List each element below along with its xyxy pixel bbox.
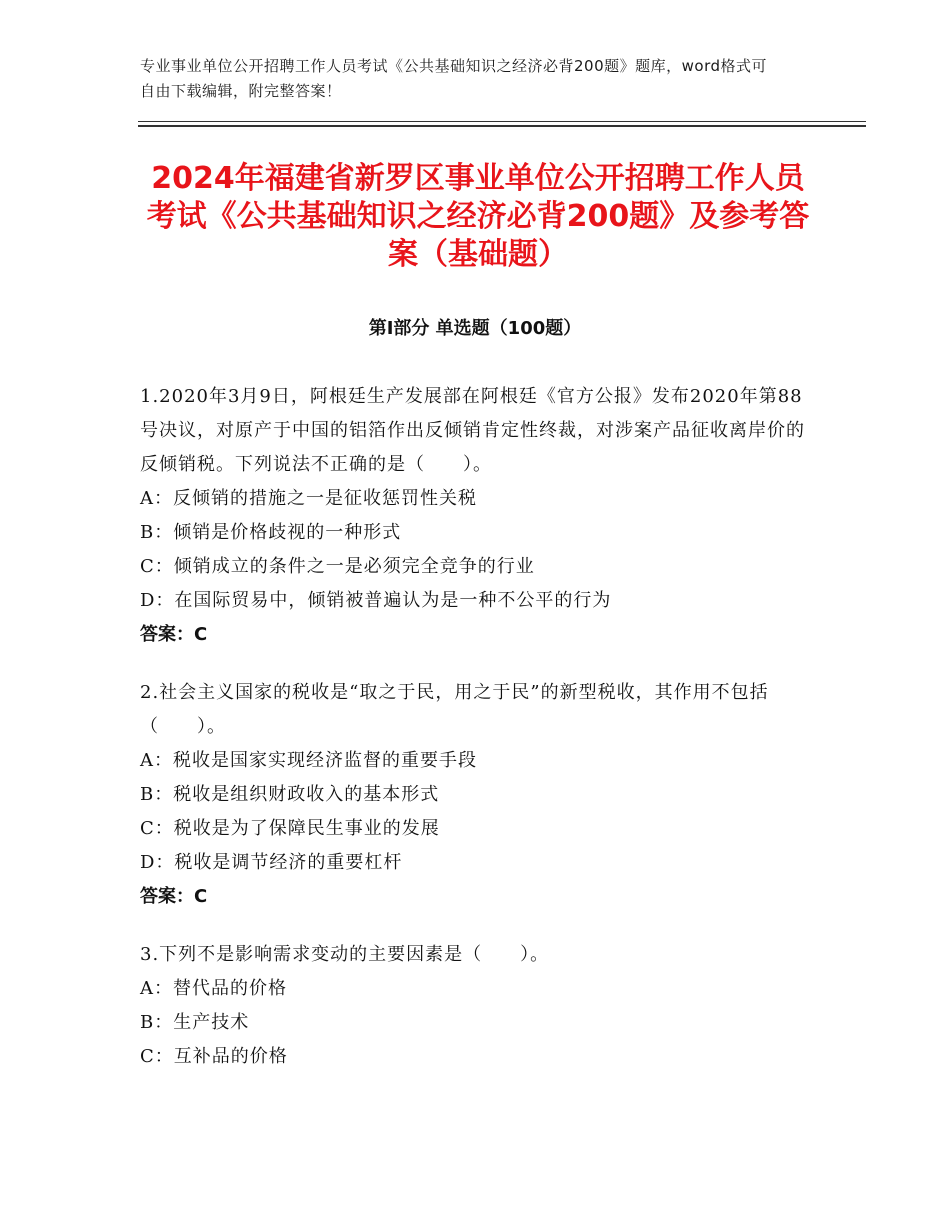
option-c: C：税收是为了保障民生事业的发展 (140, 818, 440, 839)
option-a: A：税收是国家实现经济监督的重要手段 (140, 750, 477, 771)
option-d: D：税收是调节经济的重要杠杆 (140, 852, 403, 873)
option-d: D：在国际贸易中，倾销被普遍认为是一种不公平的行为 (140, 590, 612, 611)
section-heading: 第Ⅰ部分 单选题（100题） (368, 318, 582, 339)
question-list (140, 380, 820, 1074)
header-divider-thin (138, 121, 866, 122)
question-stem: 2.社会主义国家的税收是“取之于民，用之于民”的新型税收，其作用不包括（ ）。 (140, 682, 769, 737)
question-3 (140, 938, 820, 1074)
option-b: B：生产技术 (140, 1012, 250, 1033)
answer: 答案：C (140, 624, 208, 645)
question-1 (140, 380, 820, 652)
option-a: A：反倾销的措施之一是征收惩罚性关税 (140, 488, 477, 509)
question-stem: 1.2020年3月9日，阿根廷生产发展部在阿根廷《官方公报》发布2020年第88号决议，对原产于中国的铝箔作出反倾销肯定性终裁，对涉案产品征收离岸价的反倾销税。下列说法不正确的是（ ）。 (140, 386, 805, 475)
header-divider-thick (138, 125, 866, 127)
option-a: A：替代品的价格 (140, 978, 287, 999)
question-2 (140, 676, 820, 914)
option-b: B：倾销是价格歧视的一种形式 (140, 522, 402, 543)
option-c: C：倾销成立的条件之一是必须完全竞争的行业 (140, 556, 535, 577)
document-title: 2024年福建省新罗区事业单位公开招聘工作人员考试《公共基础知识之经济必背200题》及参考答案（基础题） (146, 161, 810, 272)
option-b: B：税收是组织财政收入的基本形式 (140, 784, 440, 805)
answer: 答案：C (140, 886, 208, 907)
question-stem: 3.下列不是影响需求变动的主要因素是（ ）。 (140, 944, 550, 965)
option-c: C：互补品的价格 (140, 1046, 288, 1067)
document-header: 专业事业单位公开招聘工作人员考试《公共基础知识之经济必背200题》题库，word格式可自由下载编辑，附完整答案！ (140, 57, 768, 100)
